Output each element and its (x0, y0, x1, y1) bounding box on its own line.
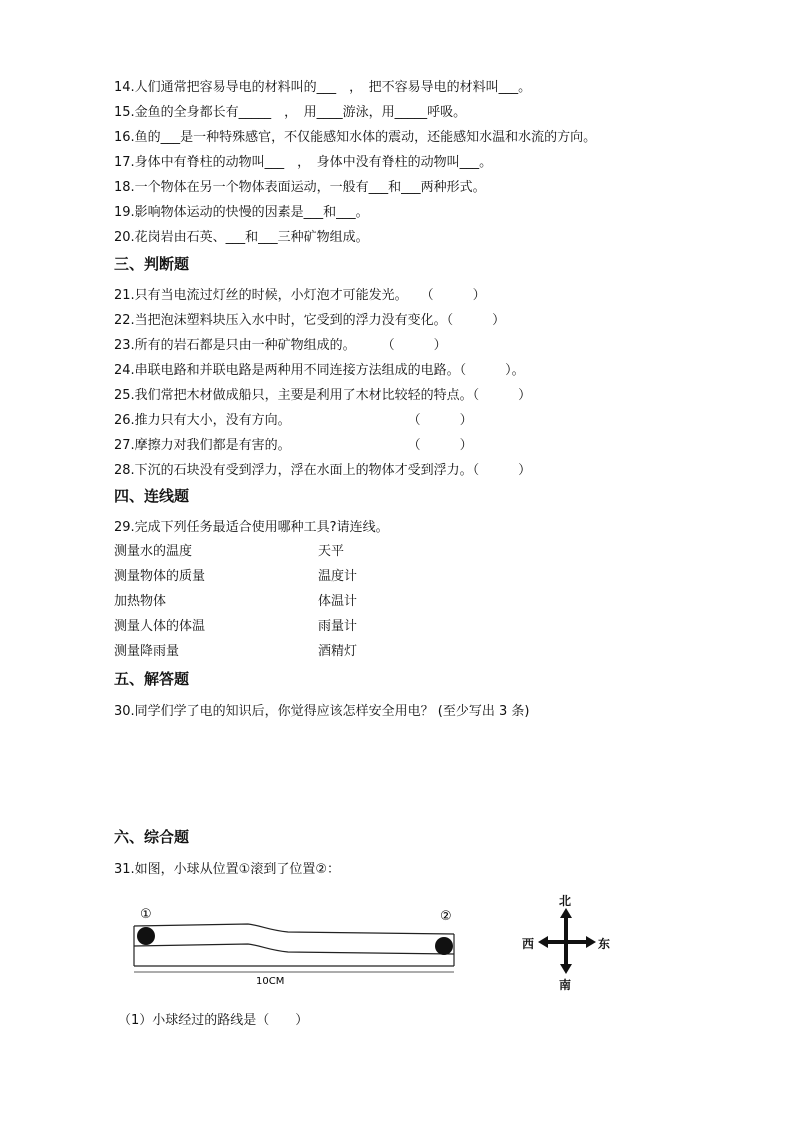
question-25: 25.我们常把木材做成船只，主要是利用了木材比较轻的特点。（ ） (114, 388, 532, 403)
track-top-edge (134, 924, 454, 934)
question-22: 22.当把泡沫塑料块压入水中时，它受到的浮力没有变化。（ ） (114, 313, 506, 328)
question-18: 18.一个物体在另一个物体表面运动，一般有___和___两种形式。 (114, 180, 486, 195)
compass (518, 890, 618, 990)
compass-north: 北 (559, 894, 572, 908)
section-answer-title: 五、解答题 (114, 670, 190, 688)
south-arrow-icon (560, 964, 572, 974)
length-label: 10CM (256, 976, 285, 987)
question-20: 20.花岗岩由石英、___和___三种矿物组成。 (114, 230, 369, 245)
compass-east: 东 (598, 937, 611, 951)
compass-south: 南 (559, 978, 572, 992)
west-arrow-icon (538, 936, 548, 948)
match-right-item: 天平 (318, 544, 345, 559)
ball-end (435, 937, 453, 955)
match-left-item: 测量降雨量 (114, 644, 180, 659)
question-21: 21.只有当电流过灯丝的时候，小灯泡才可能发光。 （ ） (114, 288, 486, 303)
question-30: 30.同学们学了电的知识后，你觉得应该怎样安全用电？ (至少写出 3 条) (114, 704, 530, 719)
east-arrow-icon (586, 936, 596, 948)
match-right-item: 酒精灯 (318, 644, 358, 659)
position-2-label: ② (440, 909, 452, 924)
question-16: 16.鱼的___是一种特殊感官，不仅能感知水体的震动，还能感知水温和水流的方向。 (114, 130, 597, 145)
question-19: 19.影响物体运动的快慢的因素是___和___。 (114, 205, 369, 220)
question-17: 17.身体中有脊柱的动物叫___ ， 身体中没有脊柱的动物叫___。 (114, 155, 493, 170)
match-right-item: 雨量计 (318, 619, 358, 634)
question-24: 24.串联电路和并联电路是两种用不同连接方法组成的电路。（ ）。 (114, 363, 525, 378)
match-left-item: 测量物体的质量 (114, 569, 206, 584)
section-match-title: 四、连线题 (114, 487, 190, 505)
ball-start (137, 927, 155, 945)
question-14: 14.人们通常把容易导电的材料叫的___ ， 把不容易导电的材料叫___。 (114, 80, 532, 95)
match-right-item: 温度计 (318, 569, 358, 584)
match-right-item: 体温计 (318, 594, 358, 609)
question-29: 29.完成下列任务最适合使用哪种工具?请连线。 (114, 520, 389, 535)
position-1-label: ① (140, 907, 152, 922)
question-28: 28.下沉的石块没有受到浮力，浮在水面上的物体才受到浮力。（ ） (114, 463, 532, 478)
match-left-item: 测量人体的体温 (114, 619, 206, 634)
section-comprehensive-title: 六、综合题 (114, 828, 190, 846)
question-31-part-1: （1）小球经过的路线是（ ） (118, 1013, 309, 1028)
question-26: 26.推力只有大小，没有方向。 （ ） (114, 413, 473, 428)
compass-west: 西 (522, 937, 535, 951)
question-27: 27.摩擦力对我们都是有害的。 （ ） (114, 438, 473, 453)
question-15: 15.金鱼的全身都长有_____ ， 用____游泳，用_____呼吸。 (114, 105, 467, 120)
north-arrow-icon (560, 908, 572, 918)
question-31: 31.如图，小球从位置①滚到了位置②： (114, 862, 340, 877)
track-middle-edge (134, 944, 454, 954)
question-23: 23.所有的岩石都是只由一种矿物组成的。 （ ） (114, 338, 447, 353)
ramp-figure (128, 898, 468, 988)
match-left-item: 测量水的温度 (114, 544, 193, 559)
section-judge-title: 三、判断题 (114, 255, 190, 273)
match-left-item: 加热物体 (114, 594, 167, 609)
